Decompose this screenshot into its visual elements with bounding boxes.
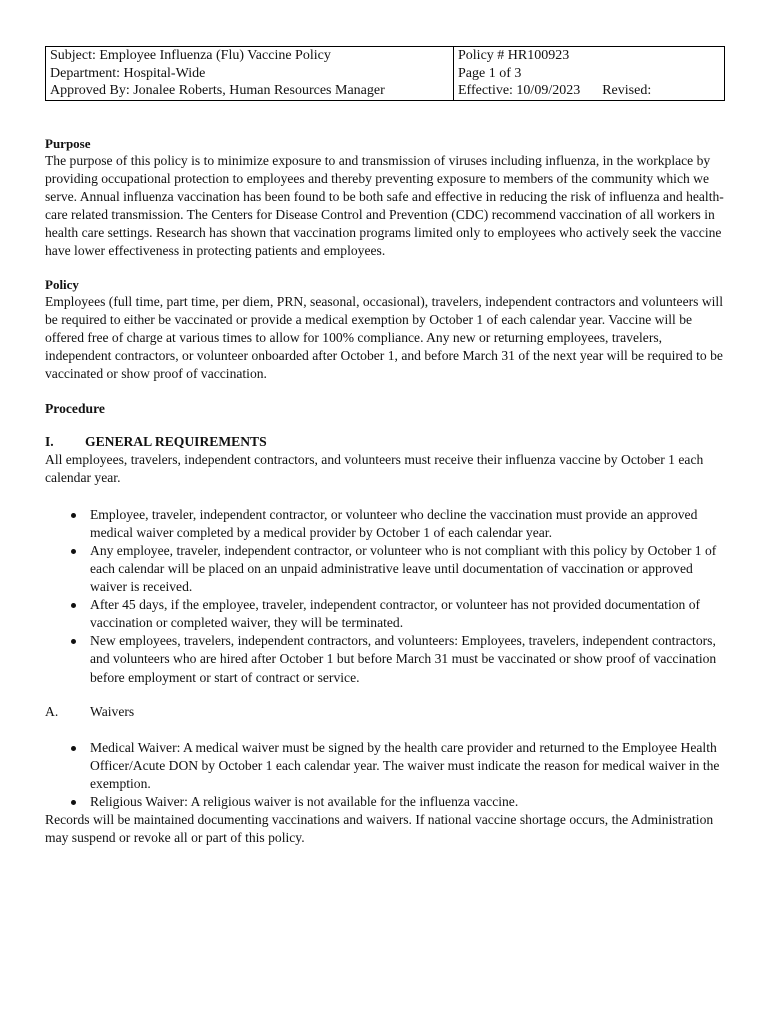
waivers-heading bbox=[45, 703, 725, 721]
list-item bbox=[45, 793, 725, 811]
general-requirements-heading bbox=[45, 433, 725, 451]
bullet-icon bbox=[71, 513, 76, 518]
header-left-cell bbox=[46, 47, 454, 101]
bullet-icon bbox=[71, 639, 76, 644]
list-item-text: Any employee, traveler, independent contractor, or volunteer who is not compliant with this policy by October 1 of each calendar will be placed on an unpaid administrative leave until documentation of vaccination or approved waiver is received. bbox=[90, 542, 717, 595]
policy-heading: Policy bbox=[45, 277, 79, 293]
effective-date: Effective: 10/09/2023 bbox=[458, 83, 581, 98]
list-item bbox=[45, 596, 725, 632]
page-number: Page 1 of 3 bbox=[458, 65, 522, 81]
list-item-text: Employee, traveler, independent contractor, or volunteer who decline the vaccination must provide an approved medical waiver completed by a medical provider by October 1 of each calendar year. bbox=[90, 506, 698, 540]
general-requirements-intro: All employees, travelers, independent contractors, and volunteers must receive their influenza vaccine by October 1 each calendar year. bbox=[45, 451, 704, 485]
subsection-title: Waivers bbox=[90, 703, 135, 719]
policy-number: Policy # HR100923 bbox=[458, 48, 570, 63]
document-page bbox=[45, 46, 725, 847]
section-title: GENERAL REQUIREMENTS bbox=[85, 433, 267, 449]
bullet-icon bbox=[71, 549, 76, 554]
policy-paragraph: Employees (full time, part time, per diem, PRN, seasonal, occasional), travelers, independent contractors and volunteers will be required to either be vaccinated or provide a medical exemption by October 1 of each calendar year. Vaccine will be offered free of charge at various times to allow for 100% compliance. Any new or returning employees, travelers, independent contractors, or volunteer onboarded after October 1, and before March 31 of the next year will be required to be vaccinated or show proof of vaccination. bbox=[45, 294, 723, 382]
list-item-text: Religious Waiver: A religious waiver is not available for the influenza vaccine. bbox=[90, 793, 519, 809]
waivers-list bbox=[45, 739, 725, 811]
list-item-text: New employees, travelers, independent contractors, and volunteers: Employees, travelers, independent contractors, and volunteers who are hired after October 1 but before March 31 must be vaccinated or show proof of vaccination before employment or start of contract or service. bbox=[90, 633, 717, 685]
header-right-cell bbox=[454, 47, 725, 101]
general-requirements-list bbox=[45, 506, 725, 687]
records-paragraph: Records will be maintained documenting vaccinations and waivers. If national vaccine shortage occurs, the Administration may suspend or revoke all or part of this policy. bbox=[45, 812, 714, 846]
list-item-text: After 45 days, if the employee, traveler, independent contractor, or volunteer has not provided documentation of vaccination or completed waiver, they will be terminated. bbox=[90, 597, 701, 631]
policy-header-table bbox=[45, 46, 725, 101]
bullet-icon bbox=[71, 746, 76, 751]
section-number: I. bbox=[45, 433, 54, 449]
purpose-heading: Purpose bbox=[45, 135, 91, 151]
purpose-paragraph: The purpose of this policy is to minimize exposure to and transmission of viruses including influenza, in the workplace by providing occupational protection to employees and thereby preventing exposure to members of the community which we serve. Annual influenza vaccination has been found to be both safe and effective in reducing the risk of influenza and health-care related transmission. The Centers for Disease Control and Prevention (CDC) recommend vaccination of all workers in health care settings. Research has shown that vaccination programs limited only to employees who actively seek the vaccine have lower effectiveness in protecting patients and employees. bbox=[45, 152, 724, 258]
list-item bbox=[45, 542, 725, 596]
department-line: Department: Hospital-Wide bbox=[50, 65, 206, 81]
subject-line: Subject: Employee Influenza (Flu) Vaccine Policy bbox=[50, 48, 331, 63]
approved-by-line: Approved By: Jonalee Roberts, Human Resources Manager bbox=[50, 83, 385, 98]
procedure-heading: Procedure bbox=[45, 400, 105, 416]
list-item bbox=[45, 506, 725, 542]
list-item-text: Medical Waiver: A medical waiver must be signed by the health care provider and returned to the Employee Health Officer/Acute DON by October 1 each calendar year. The waiver must indicate the reason for medical waiver in the exemption. bbox=[90, 739, 720, 791]
bullet-icon bbox=[71, 800, 76, 805]
revised-label: Revised: bbox=[602, 83, 652, 98]
list-item bbox=[45, 632, 725, 686]
effective-revised-line bbox=[458, 82, 720, 100]
bullet-icon bbox=[71, 603, 76, 608]
list-item bbox=[45, 739, 725, 793]
subsection-number: A. bbox=[45, 703, 59, 719]
